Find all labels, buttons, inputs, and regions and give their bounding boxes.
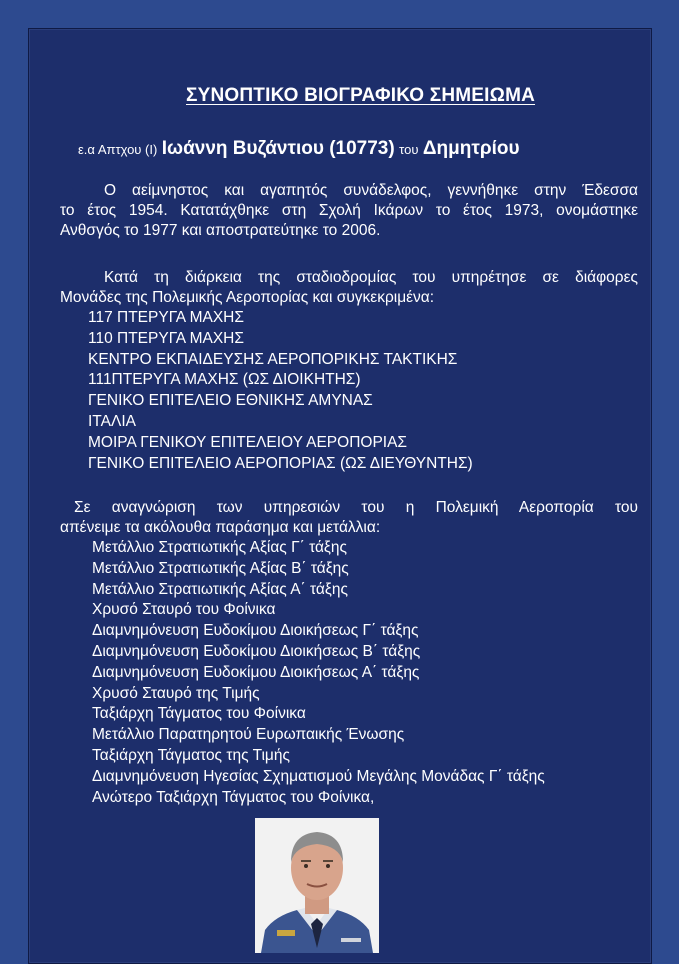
unit-item: ΓΕΝΙΚΟ ΕΠΙΤΕΛΕΙΟ ΕΘΝΙΚΗΣ ΑΜΥΝΑΣ <box>88 392 373 410</box>
award-item: Μετάλλιο Στρατιωτικής Αξίας Α΄ τάξης <box>92 580 348 598</box>
awards-paragraph <box>60 498 638 538</box>
subtitle-of: του <box>399 142 419 157</box>
unit-item: ΓΕΝΙΚΟ ΕΠΙΤΕΛΕΙΟ ΑΕΡΟΠΟΡΙΑΣ (ΩΣ ΔΙΕΥΘΥΝΤΗΣ) <box>88 454 473 472</box>
paragraph-line: απένειμε τα ακόλουθα παράσημα και μετάλλια: <box>60 519 381 536</box>
unit-item: 111ΠΤΕΡΥΓΑ ΜΑΧΗΣ (ΩΣ ΔΙΟΙΚΗΤΗΣ) <box>88 371 361 389</box>
paragraph-line: Κατά τη διάρκεια της σταδιοδρομίας του υπηρέτησε σε διάφορες <box>104 269 638 286</box>
award-item: Ταξιάρχη Τάγματος της Τιμής <box>92 746 290 764</box>
subtitle <box>78 138 520 160</box>
award-item: Διαμνημόνευση Ευδοκίμου Διοικήσεως Α΄ τάξης <box>92 663 420 681</box>
portrait-icon <box>255 818 379 953</box>
document-title: ΣΥΝΟΠΤΙΚΟ ΒΙΟΓΡΑΦΙΚΟ ΣΗΜΕΙΩΜΑ <box>186 85 536 106</box>
unit-item: 117 ΠΤΕΡΥΓΑ ΜΑΧΗΣ <box>88 309 244 326</box>
biography-paragraph <box>60 181 638 241</box>
paragraph-line: Μονάδες της Πολεμικής Αεροπορίας και συγκεκριμένα: <box>60 289 435 306</box>
paragraph-line: Ανθσγός το 1977 και αποστρατεύτηκε το 2006. <box>60 222 381 239</box>
unit-item: ΙΤΑΛΙΑ <box>88 412 136 430</box>
unit-item: ΜΟΙΡΑ ΓΕΝΙΚΟΥ ΕΠΙΤΕΛΕΙΟΥ ΑΕΡΟΠΟΡΙΑΣ <box>88 433 408 451</box>
award-item: Ανώτερο Ταξιάρχη Τάγματος του Φοίνικα, <box>92 788 375 806</box>
units-list <box>88 308 473 474</box>
award-item: Χρυσό Σταυρό της Τιμής <box>92 684 260 702</box>
paragraph-line: Ο αείμνηστος και αγαπητός συνάδελφος, γεννήθηκε στην Έδεσσα <box>104 182 638 199</box>
award-item: Ταξιάρχη Τάγματος του Φοίνικα <box>92 705 306 723</box>
award-item: Διαμνημόνευση Ηγεσίας Σχηματισμού Μεγάλης Μονάδας Γ΄ τάξης <box>92 767 545 785</box>
awards-list <box>92 538 545 808</box>
award-item: Μετάλλιο Στρατιωτικής Αξίας Γ΄ τάξης <box>92 539 347 556</box>
award-item: Μετάλλιο Στρατιωτικής Αξίας Β΄ τάξης <box>92 559 349 577</box>
unit-item: ΚΕΝΤΡΟ ΕΚΠΑΙΔΕΥΣΗΣ ΑΕΡΟΠΟΡΙΚΗΣ ΤΑΚΤΙΚΗΣ <box>88 350 458 368</box>
subtitle-name: Ιωάννη Βυζάντιου (10773) <box>161 138 395 159</box>
award-item: Διαμνημόνευση Ευδοκίμου Διοικήσεως Γ΄ τάξης <box>92 622 419 640</box>
award-item: Μετάλλιο Παρατηρητού Ευρωπαικής Ένωσης <box>92 726 405 744</box>
service-paragraph <box>60 268 638 308</box>
paragraph-line: το έτος 1954. Κατατάχθηκε στη Σχολή Ικάρων το έτος 1973, ονομάστηκε <box>60 202 638 219</box>
portrait-photo <box>255 818 379 953</box>
award-item: Διαμνημόνευση Ευδοκίμου Διοικήσεως Β΄ τάξης <box>92 642 421 660</box>
unit-item: 110 ΠΤΕΡΥΓΑ ΜΑΧΗΣ <box>88 329 244 347</box>
subtitle-rank: ε.α Απτχου (Ι) <box>78 142 158 157</box>
award-item: Χρυσό Σταυρό του Φοίνικα <box>92 601 276 619</box>
subtitle-father: Δημητρίου <box>422 138 520 159</box>
paragraph-line: Σε αναγνώριση των υπηρεσιών του η Πολεμική Αεροπορία του <box>74 499 638 516</box>
